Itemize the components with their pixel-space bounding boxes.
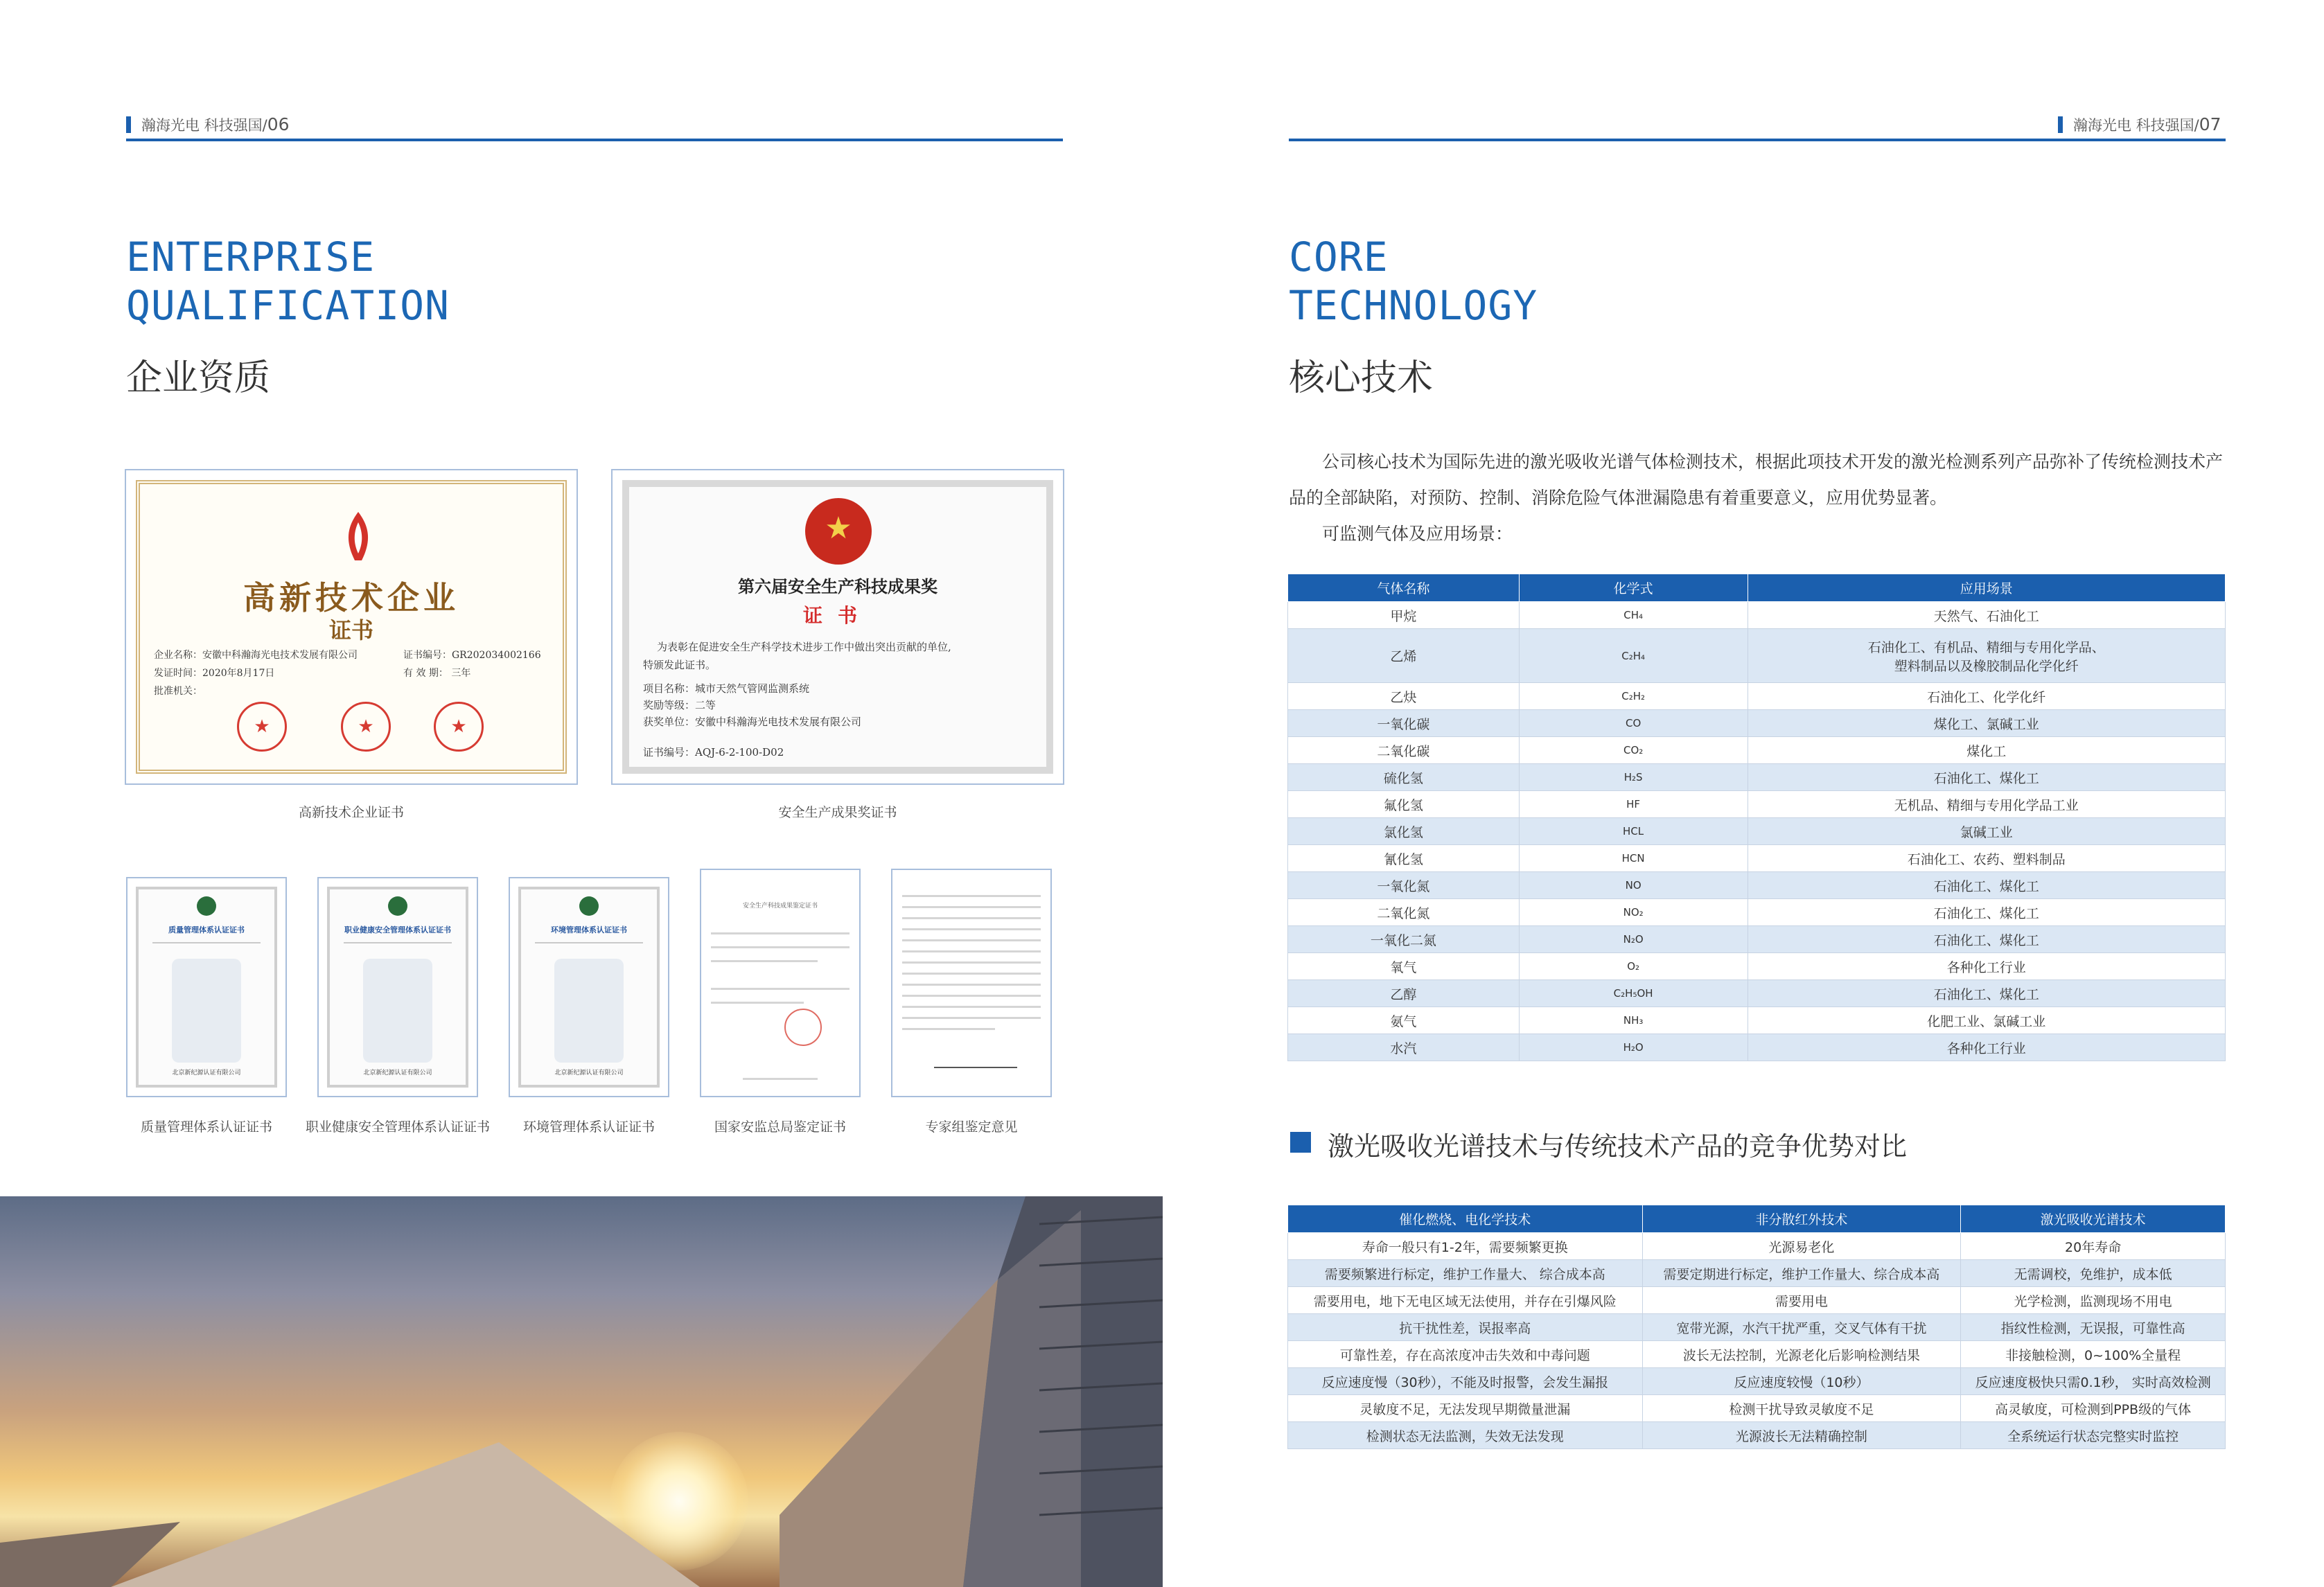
cert1-title: 高新技术企业	[243, 579, 459, 617]
small-cert-issuer: 北京新纪源认证有限公司	[554, 1070, 624, 1076]
small-cert-issuer: 北京新纪源认证有限公司	[363, 1070, 432, 1076]
gas-name-cell: 一氧化二氮	[1288, 926, 1520, 953]
small-cert-title: 质量管理体系认证证书	[168, 925, 245, 934]
left-cn-title: 企业资质	[126, 357, 271, 399]
table-row	[1288, 1341, 2226, 1368]
table-row	[1288, 926, 2226, 953]
gas-application-cell: 石油化工、煤化工	[1748, 899, 2226, 926]
caption-cert-high-tech: 高新技术企业证书	[298, 805, 404, 820]
gas-formula-cell: HCN	[1519, 845, 1748, 872]
gas-application-cell: 石油化工、煤化工	[1748, 872, 2226, 899]
table-row	[1288, 845, 2226, 872]
cmp-ndir-cell: 需要用电	[1642, 1287, 1961, 1314]
table-row	[1288, 683, 2226, 710]
left-header-text: 瀚海光电 科技强国/	[141, 117, 267, 134]
header-marker	[2058, 116, 2063, 133]
caption-quality-cert: 质量管理体系认证证书	[140, 1119, 272, 1135]
gas-application-cell: 煤化工	[1748, 737, 2226, 764]
gas-name-cell: 水汽	[1288, 1034, 1520, 1061]
gas-name-cell: 乙炔	[1288, 683, 1520, 710]
table-row	[1288, 1260, 2226, 1287]
table-row	[1288, 1233, 2226, 1260]
small-cert-title: 安全生产科技成果鉴定证书	[742, 903, 818, 910]
table-row	[1288, 737, 2226, 764]
cert-quality-management	[126, 877, 287, 1097]
gas-application-cell: 石油化工、煤化工	[1748, 764, 2226, 791]
watermark-shape	[363, 959, 432, 1063]
left-header-rule	[126, 139, 1063, 141]
gas-application-cell: 化肥工业、氯碱工业	[1748, 1007, 2226, 1034]
cmp-catalytic-cell: 反应速度慢（30秒），不能及时报警，会发生漏报	[1288, 1368, 1643, 1395]
table-row	[1288, 710, 2226, 737]
table-row	[1288, 1007, 2226, 1034]
cmp-header-laser: 激光吸收光谱技术	[1961, 1205, 2226, 1233]
building-sunset-photo	[0, 1196, 1163, 1587]
cert2-item-2: 奖励等级：二等	[643, 699, 716, 711]
cmp-catalytic-cell: 灵敏度不足，无法发现早期微量泄漏	[1288, 1395, 1643, 1422]
table-row	[1288, 1034, 2226, 1061]
section-square-icon	[1290, 1132, 1311, 1153]
gas-table-body	[1288, 602, 2226, 1061]
table-row	[1288, 1287, 2226, 1314]
gas-name-cell: 一氧化氮	[1288, 872, 1520, 899]
cert2-item-3: 获奖单位：安徽中科瀚海光电技术发展有限公司	[643, 716, 862, 728]
watermark-shape	[554, 959, 624, 1063]
gas-application-cell: 石油化工、煤化工	[1748, 926, 2226, 953]
caption-cert-safety: 安全生产成果奖证书	[778, 805, 897, 820]
gas-formula-cell: NH₃	[1519, 1007, 1748, 1034]
cmp-ndir-cell: 需要定期进行标定，维护工作量大、综合成本高	[1642, 1260, 1961, 1287]
gas-name-cell: 氨气	[1288, 1007, 1520, 1034]
comparison-table-body	[1288, 1233, 2226, 1449]
gas-application-cell: 无机品、精细与专用化学品工业	[1748, 791, 2226, 818]
cert2-body-1: 为表彰在促进安全生产科学技术进步工作中做出突出贡献的单位,	[657, 641, 951, 653]
gas-formula-cell: CO₂	[1519, 737, 1748, 764]
cmp-catalytic-cell: 可靠性差，存在高浓度冲击失效和中毒问题	[1288, 1341, 1643, 1368]
signature-mark	[934, 1057, 1017, 1068]
cert2-title: 第六届安全生产科技成果奖	[738, 576, 937, 596]
gas-formula-cell: C₂H₂	[1519, 683, 1748, 710]
table-row	[1288, 1314, 2226, 1341]
gas-name-cell: 一氧化碳	[1288, 710, 1520, 737]
gas-application-cell: 煤化工、氯碱工业	[1748, 710, 2226, 737]
gas-formula-cell: HCL	[1519, 818, 1748, 845]
gas-name-cell: 氰化氢	[1288, 845, 1520, 872]
gas-formula-cell: NO₂	[1519, 899, 1748, 926]
small-cert-title: 环境管理体系认证证书	[551, 925, 627, 934]
cmp-header-catalytic: 催化燃烧、电化学技术	[1288, 1205, 1643, 1233]
cert1-number: 证书编号：GR202034002166	[403, 650, 541, 661]
caption-occupational-cert: 职业健康安全管理体系认证证书	[305, 1119, 490, 1135]
cert2-body-2: 特颁发此证书。	[643, 659, 716, 671]
right-header-rule	[1289, 139, 2226, 141]
small-cert-title: 职业健康安全管理体系认证证书	[344, 925, 451, 934]
gas-formula-cell: H₂S	[1519, 764, 1748, 791]
cmp-ndir-cell: 波长无法控制，光源老化后影响检测结果	[1642, 1341, 1961, 1368]
table-row	[1288, 818, 2226, 845]
cert1-company: 企业名称：安徽中科瀚海光电技术发展有限公司	[154, 650, 358, 661]
cmp-catalytic-cell: 需要频繁进行标定，维护工作量大、 综合成本高	[1288, 1260, 1643, 1287]
cmp-laser-cell: 高灵敏度，可检测到PPB级的气体	[1961, 1395, 2226, 1422]
building-silhouette	[0, 1196, 1163, 1587]
right-en-title: CORE TECHNOLOGY	[1289, 233, 1538, 329]
cert1-subtitle: 证书	[328, 617, 373, 644]
gas-name-cell: 氯化氢	[1288, 818, 1520, 845]
table-row	[1288, 602, 2226, 629]
intro-paragraph-2: 品的全部缺陷，对预防、控制、消除危险气体泄漏隐患有着重要意义，应用优势显著。	[1289, 488, 1948, 508]
gas-table-header	[1288, 574, 2226, 602]
gas-name-cell: 甲烷	[1288, 602, 1520, 629]
cert1-validity: 有 效 期： 三年	[403, 668, 471, 679]
cmp-laser-cell: 指纹性检测，无误报，可靠性高	[1961, 1314, 2226, 1341]
torch-logo-icon	[341, 512, 376, 560]
red-seal-icon	[784, 1009, 822, 1046]
gas-formula-cell: C₂H₅OH	[1519, 980, 1748, 1007]
cmp-laser-cell: 光学检测，监测现场不用电	[1961, 1287, 2226, 1314]
gas-application-cell: 各种化工行业	[1748, 1034, 2226, 1061]
caption-expert-opinion: 专家组鉴定意见	[925, 1119, 1018, 1135]
caption-environment-cert: 环境管理体系认证证书	[522, 1119, 655, 1135]
gas-name-cell: 乙醇	[1288, 980, 1520, 1007]
cert2-number: 证书编号：AQJ-6-2-100-D02	[643, 746, 784, 759]
table-row	[1288, 629, 2226, 683]
gas-header-formula: 化学式	[1519, 574, 1748, 602]
cmp-ndir-cell: 光源波长无法精确控制	[1642, 1422, 1961, 1449]
red-seal-icon	[434, 702, 484, 752]
gas-application-cell: 石油化工、煤化工	[1748, 980, 2226, 1007]
right-page-number: 07	[2199, 114, 2221, 134]
cmp-catalytic-cell: 检测状态无法监测，失效无法发现	[1288, 1422, 1643, 1449]
right-cn-title: 核心技术	[1289, 357, 1434, 399]
table-row	[1288, 791, 2226, 818]
cmp-catalytic-cell: 需要用电，地下无电区域无法使用，并存在引爆风险	[1288, 1287, 1643, 1314]
gas-application-cell: 石油化工、有机品、精细与专用化学品、 塑料制品以及橡胶制品化学化纤	[1748, 629, 2226, 683]
header-marker	[126, 116, 131, 133]
table-row	[1288, 980, 2226, 1007]
table-row	[1288, 953, 2226, 980]
table-row	[1288, 1395, 2226, 1422]
gas-formula-cell: HF	[1519, 791, 1748, 818]
gas-formula-cell: CO	[1519, 710, 1748, 737]
cert2-item-1: 项目名称：城市天然气管网监测系统	[643, 682, 810, 695]
cert1-date: 发证时间：2020年8月17日	[154, 668, 275, 679]
red-seal-icon	[341, 702, 391, 752]
gas-header-application: 应用场景	[1748, 574, 2226, 602]
cmp-laser-cell: 20年寿命	[1961, 1233, 2226, 1260]
cert-body-logo-icon	[579, 896, 599, 916]
cert-environment-management	[509, 877, 669, 1097]
cert1-authority: 批准机关：	[154, 686, 202, 697]
gas-application-cell: 各种化工行业	[1748, 953, 2226, 980]
caption-state-cert: 国家安监总局鉴定证书	[714, 1119, 846, 1135]
cert-high-tech-enterprise	[125, 469, 578, 785]
gas-application-cell: 氯碱工业	[1748, 818, 2226, 845]
gas-name-cell: 硫化氢	[1288, 764, 1520, 791]
gas-formula-cell: NO	[1519, 872, 1748, 899]
cert-state-administration	[700, 869, 861, 1097]
national-emblem-icon	[805, 498, 872, 565]
cmp-laser-cell: 无需调校，免维护，成本低	[1961, 1260, 2226, 1287]
gas-formula-cell: CH₄	[1519, 602, 1748, 629]
gas-application-cell: 石油化工、农药、塑料制品	[1748, 845, 2226, 872]
gas-table	[1287, 574, 2226, 1061]
gas-formula-cell: C₂H₄	[1519, 629, 1748, 683]
table-row	[1288, 899, 2226, 926]
cert-expert-opinion	[891, 869, 1052, 1097]
comparison-table	[1287, 1205, 2226, 1449]
table-row	[1288, 764, 2226, 791]
cmp-ndir-cell: 反应速度较慢（10秒）	[1642, 1368, 1961, 1395]
small-cert-issuer: 北京新纪源认证有限公司	[172, 1070, 241, 1076]
gas-name-cell: 乙烯	[1288, 629, 1520, 683]
cert2-subtitle: 证书	[802, 604, 872, 627]
cert-occupational-health	[317, 877, 478, 1097]
intro-paragraph-3: 可监测气体及应用场景：	[1322, 524, 1513, 544]
gas-name-cell: 二氧化碳	[1288, 737, 1520, 764]
cmp-laser-cell: 非接触检测，0~100%全量程	[1961, 1341, 2226, 1368]
cmp-laser-cell: 反应速度极快只需0.1秒， 实时高效检测	[1961, 1368, 2226, 1395]
left-page-number: 06	[267, 114, 290, 134]
gas-name-cell: 氧气	[1288, 953, 1520, 980]
left-en-title: ENTERPRISE QUALIFICATION	[126, 233, 450, 329]
watermark-shape	[172, 959, 241, 1063]
table-row	[1288, 1422, 2226, 1449]
gas-header-name: 气体名称	[1288, 574, 1520, 602]
gas-name-cell: 氟化氢	[1288, 791, 1520, 818]
gas-application-cell: 石油化工、化学化纤	[1748, 683, 2226, 710]
cmp-laser-cell: 全系统运行状态完整实时监控	[1961, 1422, 2226, 1449]
right-header-text: 瀚海光电 科技强国/	[2073, 117, 2199, 134]
cmp-ndir-cell: 检测干扰导致灵敏度不足	[1642, 1395, 1961, 1422]
cmp-catalytic-cell: 寿命一般只有1-2年，需要频繁更换	[1288, 1233, 1643, 1260]
cert-body-logo-icon	[388, 896, 407, 916]
intro-paragraph-1: 公司核心技术为国际先进的激光吸收光谱气体检测技术，根据此项技术开发的激光检测系列产品弥补了传统检测技术产	[1322, 452, 2224, 472]
cmp-catalytic-cell: 抗干扰性差，误报率高	[1288, 1314, 1643, 1341]
gas-application-cell: 天然气、石油化工	[1748, 602, 2226, 629]
table-row	[1288, 1368, 2226, 1395]
comparison-header	[1288, 1205, 2226, 1233]
red-seal-icon	[237, 702, 287, 752]
table-row	[1288, 872, 2226, 899]
cert-safety-award	[611, 469, 1064, 785]
gas-formula-cell: O₂	[1519, 953, 1748, 980]
gas-formula-cell: N₂O	[1519, 926, 1748, 953]
cmp-header-ndir: 非分散红外技术	[1642, 1205, 1961, 1233]
cert-body-logo-icon	[197, 896, 216, 916]
gas-formula-cell: H₂O	[1519, 1034, 1748, 1061]
cmp-ndir-cell: 宽带光源，水汽干扰严重，交叉气体有干扰	[1642, 1314, 1961, 1341]
cmp-ndir-cell: 光源易老化	[1642, 1233, 1961, 1260]
gas-name-cell: 二氧化氮	[1288, 899, 1520, 926]
comparison-title: 激光吸收光谱技术与传统技术产品的竞争优势对比	[1328, 1131, 1908, 1162]
